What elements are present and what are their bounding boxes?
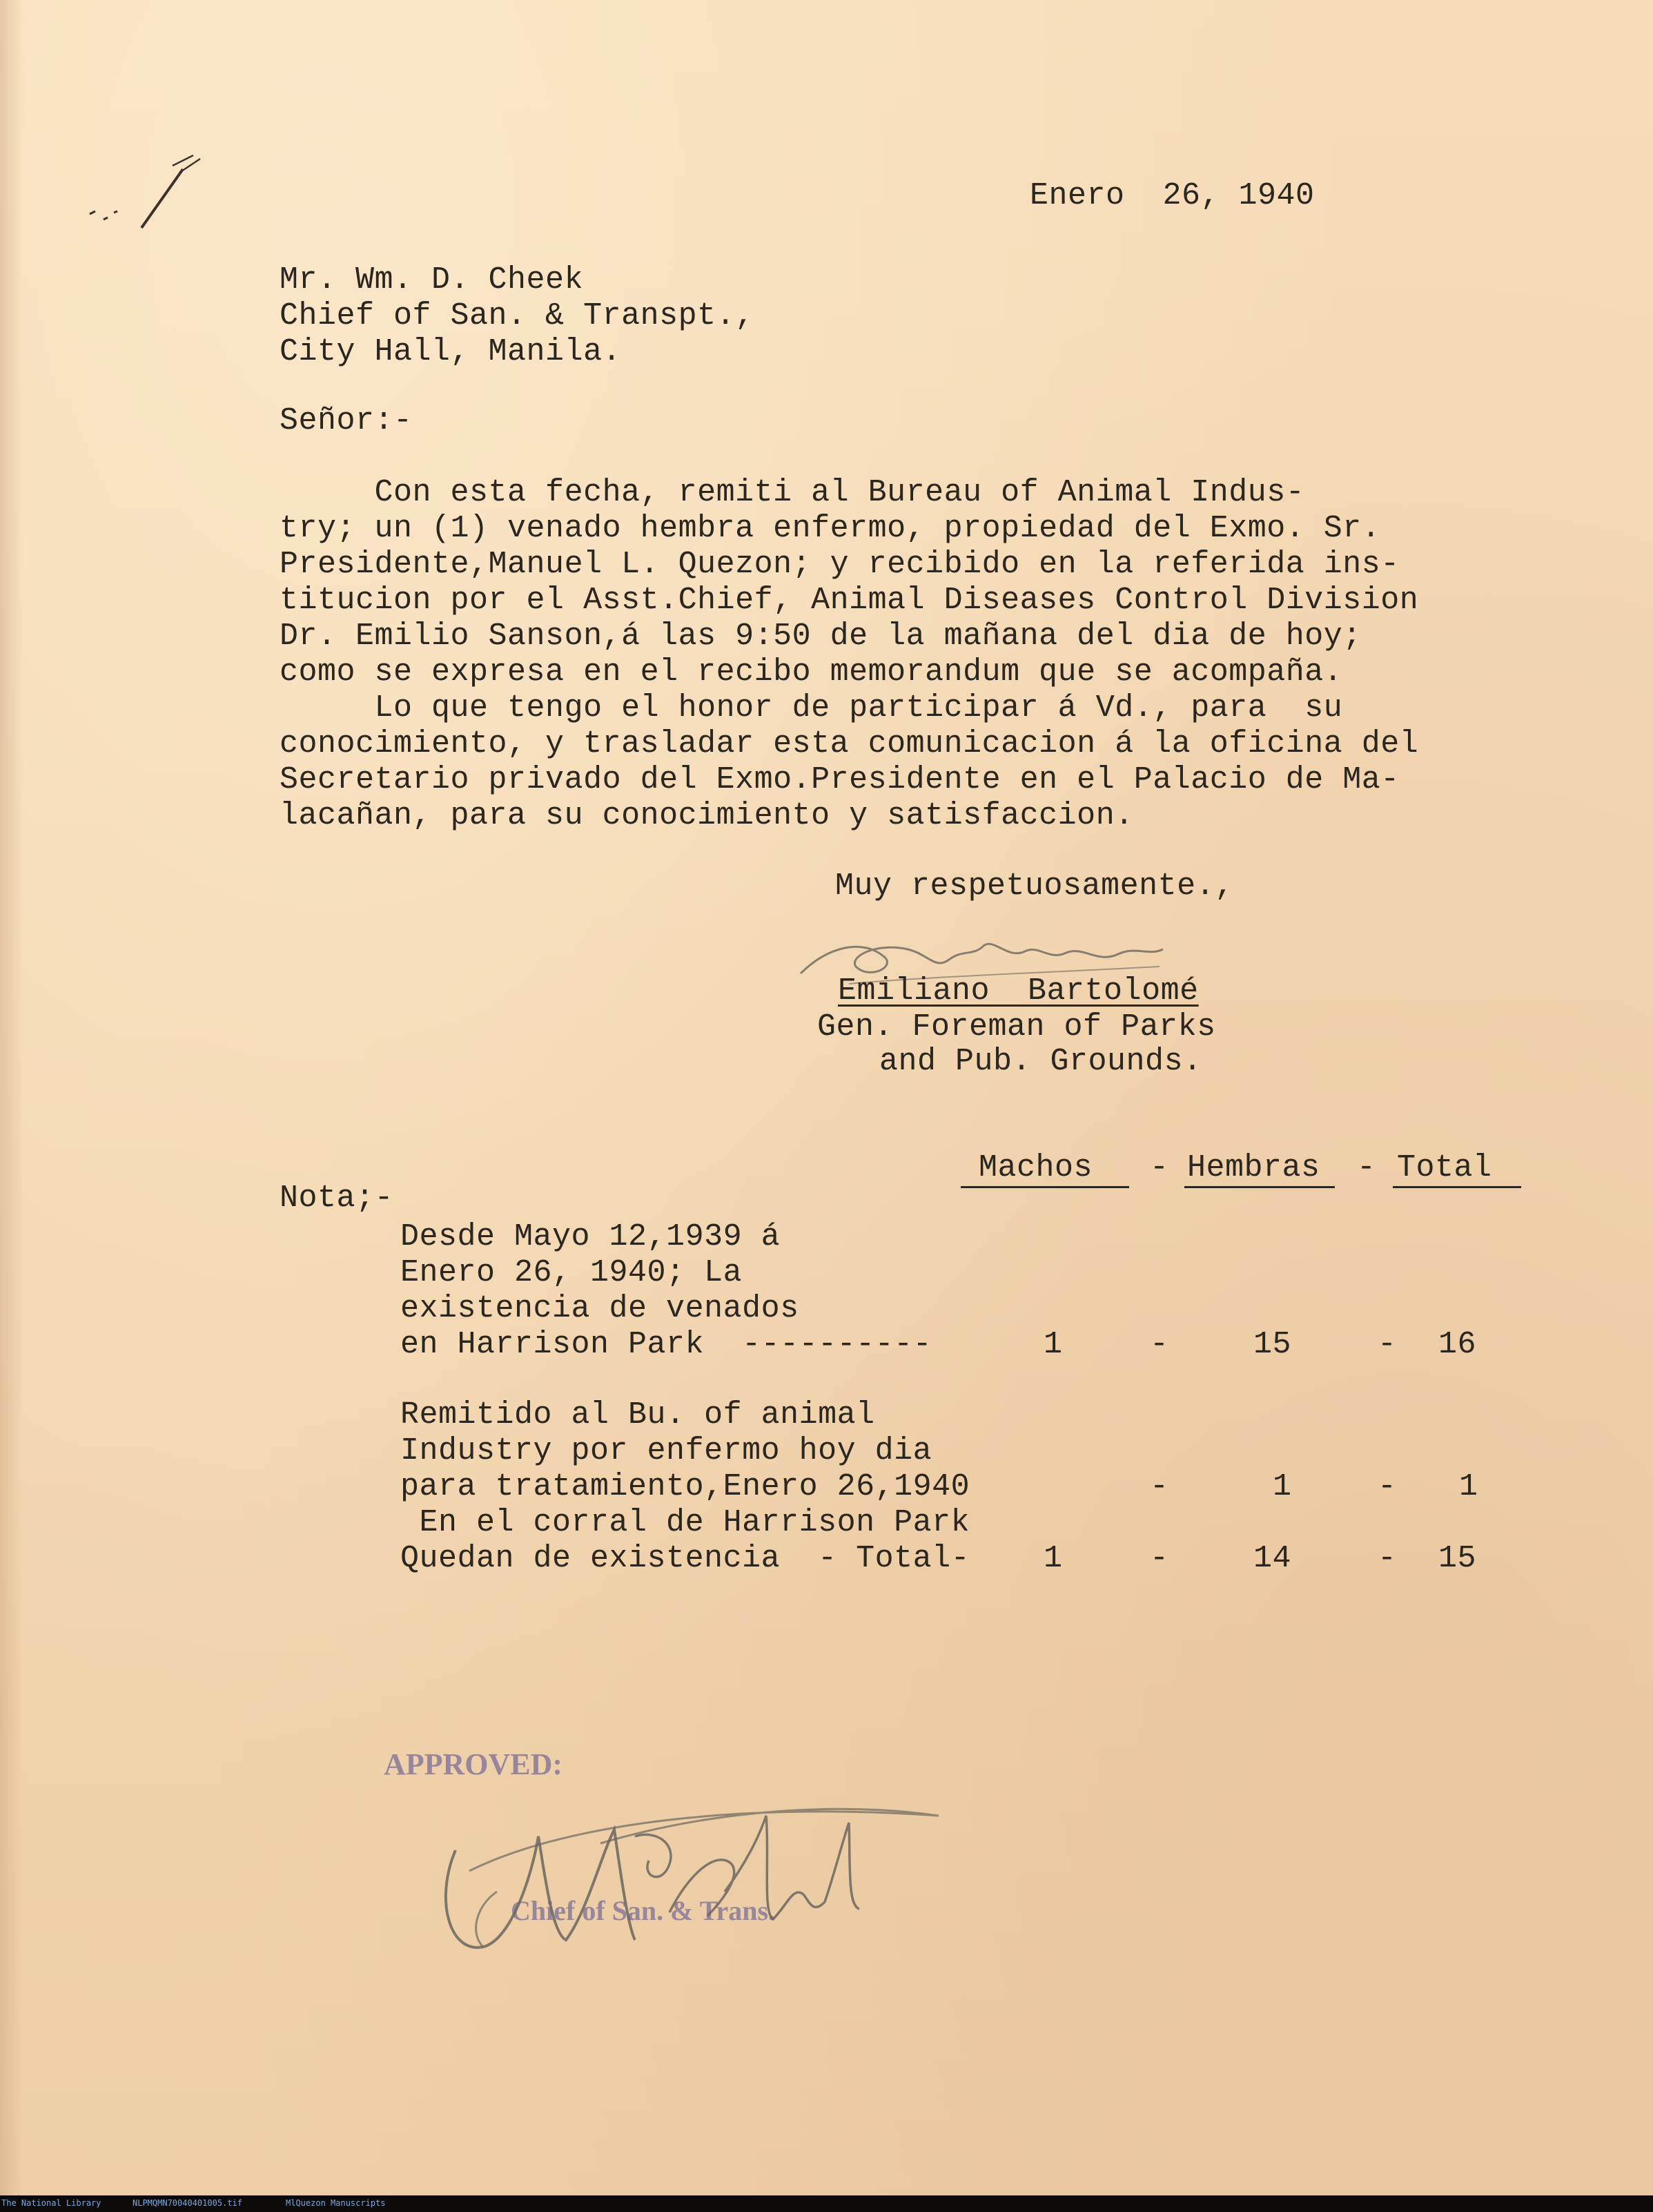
row-machos: 1 [1044,1541,1063,1576]
footer-library: The National Library [1,2198,101,2208]
row-hembras: 14 [1253,1541,1292,1576]
row-description: en Harrison Park ---------- [400,1327,932,1362]
row-description: Quedan de existencia - Total- [400,1541,970,1576]
body-line: conocimiento, y trasladar esta comunicacion á la oficina del [280,726,1419,761]
row-description: En el corral de Harrison Park [400,1505,970,1540]
body-line: como se expresa en el recibo memorandum que se acompaña. [280,654,1343,690]
row-machos: 1 [1044,1327,1063,1362]
row-description: Enero 26, 1940; La [400,1255,743,1290]
addressee-address: City Hall, Manila. [280,334,622,369]
row-description: Desde Mayo 12,1939 á [400,1219,781,1254]
footer-file: NLPMQMN70040401005.tif [133,2198,242,2208]
col-header-separator: - [1150,1150,1169,1185]
row-hembras: 1 [1273,1469,1292,1504]
signer-name: Emiliano Bartolomé [838,973,1199,1009]
col-header-total: Total [1397,1150,1492,1185]
row-total: 1 [1459,1469,1478,1504]
addressee-title: Chief of San. & Transpt., [280,298,754,333]
body-line: lacañan, para su conocimiento y satisfaccion. [280,798,1134,833]
approved-stamp-title: Chief of San. & Trans. [511,1895,776,1926]
approved-stamp-label: APPROVED: [384,1747,563,1781]
row-hembras: 15 [1253,1327,1292,1362]
row-description: Remitido al Bu. of animal [400,1397,875,1433]
valediction: Muy respetuosamente., [835,869,1234,904]
note-label: Nota;- [280,1181,394,1216]
signer-title: Gen. Foreman of Parks [817,1009,1216,1045]
body-line: Lo que tengo el honor de participar á Vd., para su [280,690,1343,726]
body-line: Dr. Emilio Sanson,á las 9:50 de la mañana del dia de hoy; [280,619,1362,654]
salutation: Señor:- [280,403,413,438]
row-description: existencia de venados [400,1291,799,1326]
body-line: Presidente,Manuel L. Quezon; y recibido en la referida ins- [280,547,1400,582]
row-separator: - [1378,1541,1397,1576]
col-header-machos: Machos [979,1150,1093,1185]
letter-date: Enero 26, 1940 [1030,178,1315,213]
body-line: try; un (1) venado hembra enfermo, propiedad del Exmo. Sr. [280,511,1381,546]
row-separator: - [1150,1541,1169,1576]
body-line: titucion por el Asst.Chief, Animal Diseases Control Division [280,583,1419,618]
col-header-underline [1393,1186,1521,1188]
col-header-hembras: Hembras [1187,1150,1320,1185]
row-total: 16 [1438,1327,1477,1362]
pencil-mark-icon [76,131,242,242]
signature-cheek [428,1774,952,1981]
row-description: para tratamiento,Enero 26,1940 [400,1469,970,1504]
row-separator: - [1150,1327,1169,1362]
signer-title: and Pub. Grounds. [879,1044,1202,1079]
row-separator: - [1378,1327,1397,1362]
archive-footer-bar [0,2195,1653,2212]
row-total: 15 [1438,1541,1477,1576]
col-header-underline [961,1186,1129,1188]
row-description: Industry por enfermo hoy dia [400,1433,932,1468]
body-line: Secretario privado del Exmo.Presidente en el Palacio de Ma- [280,762,1400,797]
row-separator: - [1150,1469,1169,1504]
paper-edge [0,0,23,2195]
col-header-underline [1184,1186,1335,1188]
footer-collection: MlQuezon Manuscripts [286,2198,386,2208]
row-separator: - [1378,1469,1397,1504]
body-line: Con esta fecha, remiti al Bureau of Animal Indus- [280,475,1305,510]
col-header-separator: - [1357,1150,1376,1185]
addressee-name: Mr. Wm. D. Cheek [280,262,584,298]
